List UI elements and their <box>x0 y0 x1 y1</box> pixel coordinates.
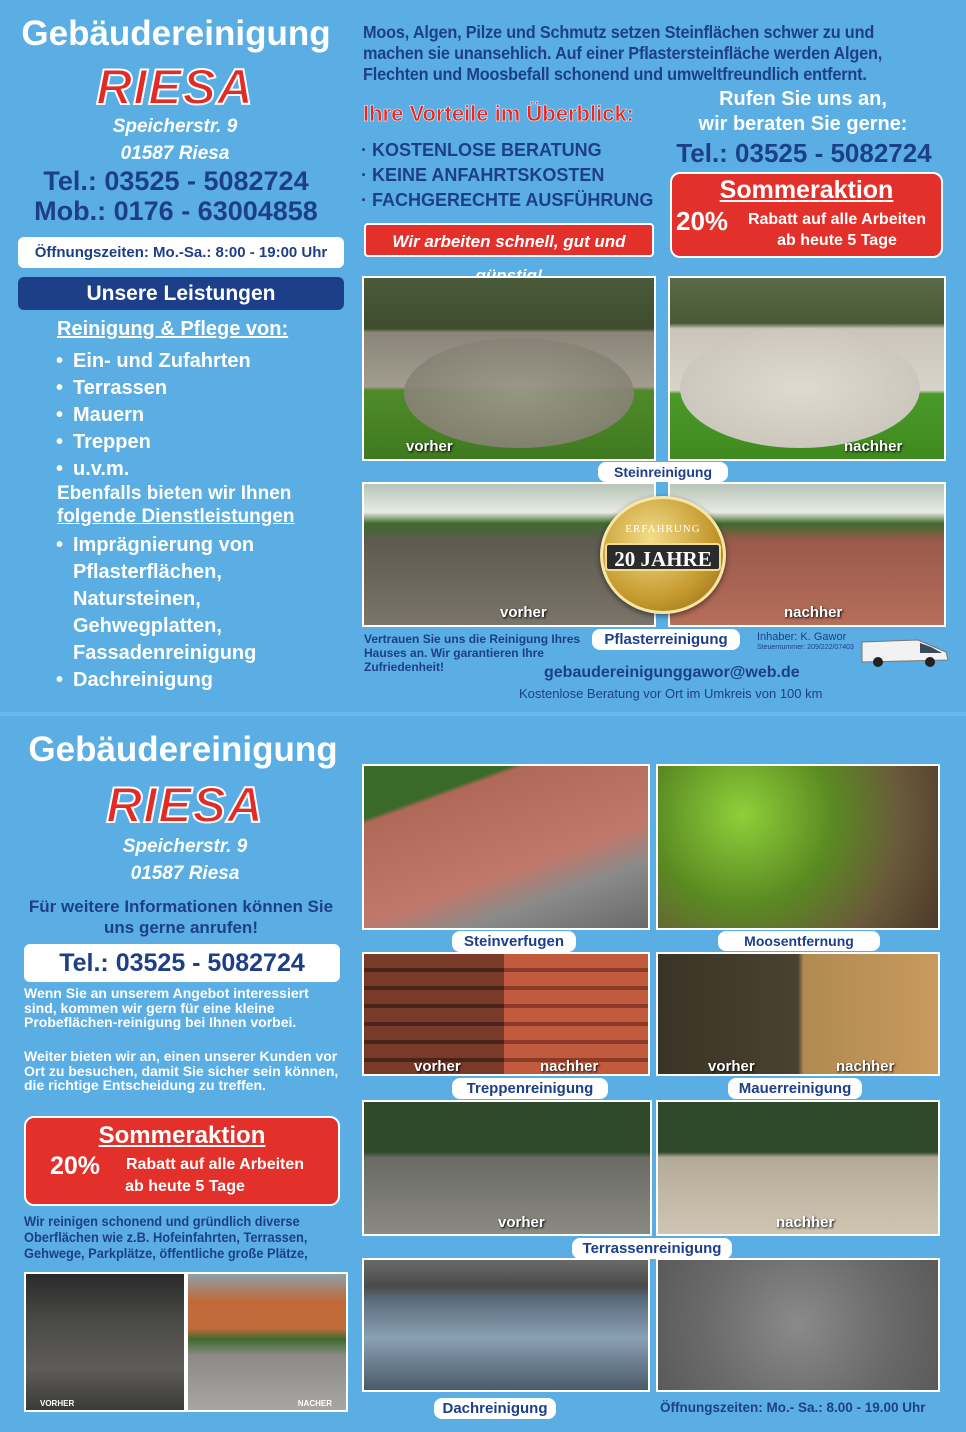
label-moss: Moosentfernung <box>718 931 880 951</box>
extra-list <box>56 532 256 694</box>
care-item: • Mauern <box>56 402 251 429</box>
promo-line1: Rabatt auf alle Arbeiten <box>747 211 927 228</box>
photo-wall <box>656 952 940 1076</box>
photo-roof <box>362 1258 650 1392</box>
care-item: • Treppen <box>56 429 251 456</box>
photo-terrace-before <box>362 1100 652 1236</box>
trust-text: Vertrauen Sie uns die Reinigung Ihres Hauses an. Wir garantieren Ihre Zufriedenheit! <box>364 632 581 674</box>
bottom-hours: Öffnungszeiten: Mo.- Sa.: 8.00 - 19.00 Uhr <box>660 1400 926 1415</box>
surfaces-text: Wir reinigen schonend und gründlich diverse Oberflächen wie z.B. Hofeinfahrten, Terrassen, Gehwege, Parkplätze, öffentliche große Plätze, <box>24 1214 308 1261</box>
bottom-tel: Tel.: 03525 - 5082724 <box>24 944 340 982</box>
call-line1: Rufen Sie uns an, <box>719 88 887 110</box>
label-roof: Dachreinigung <box>434 1398 556 1419</box>
care-title: Reinigung & Pflege von: <box>57 318 289 340</box>
label-wall: Mauerreinigung <box>728 1078 862 1099</box>
intro-text: Moos, Algen, Pilze und Schmutz setzen Steinflächen schwer zu und machen sie unansehlich. Auf einer Pflastersteinfläche werden Algen, Flechten und Moosbefall schonend und umweltfreundlich entfernt. <box>363 22 883 84</box>
label-joints: Steinverfugen <box>452 931 576 952</box>
offer-paragraph: Wenn Sie an unserem Angebot interessiert sind, kommen wir gern für eine kleine Probeflächen-reinigung bei Ihnen vorbei. <box>24 985 309 1030</box>
care-list <box>56 348 251 483</box>
call-line2: wir beraten Sie gerne: <box>698 113 908 135</box>
promo-title: Sommeraktion <box>98 1122 266 1149</box>
caption-before: vorher <box>500 604 547 621</box>
caption-before: vorher <box>406 438 453 455</box>
extra-item-roof: • Dachreinigung <box>56 667 256 694</box>
promo-percent: 20% <box>50 1152 101 1180</box>
services-title: Unsere Leistungen <box>18 277 344 310</box>
consult-text: Kostenlose Beratung vor Ort im Umkreis von 100 km <box>519 686 823 701</box>
advantage-item: · KEINE ANFAHRTSKOSTEN <box>361 165 605 185</box>
top-hours: Öffnungszeiten: Mo.-Sa.: 8:00 - 19:00 Uhr <box>18 237 344 268</box>
photo-stone-before <box>362 276 656 461</box>
caption-after: nachher <box>836 1058 895 1075</box>
bottom-heading: Gebäudereinigung <box>28 730 338 769</box>
top-tel: Tel.: 03525 - 5082724 <box>43 166 309 196</box>
caption-after: nachher <box>844 438 903 455</box>
advantage-item: · KOSTENLOSE BERATUNG <box>361 140 602 160</box>
info-text: Für weitere Informationen können Sie uns gerne anrufen! <box>28 897 334 937</box>
extra-line1: Ebenfalls bieten wir Ihnen <box>57 483 292 504</box>
care-item: • Terrassen <box>56 375 251 402</box>
photo-stone-joints <box>362 764 650 930</box>
advantages-list <box>361 138 653 213</box>
caption-before: vorher <box>498 1214 545 1231</box>
caption-after: nachher <box>540 1058 599 1075</box>
top-heading: Gebäudereinigung <box>21 14 331 53</box>
photo-moss <box>656 764 940 930</box>
top-zip-city: 01587 Riesa <box>120 143 230 164</box>
promo-line1: Rabatt auf alle Arbeiten <box>125 1156 305 1173</box>
promo-line2: ab heute 5 Tage <box>777 232 897 249</box>
label-stone-cleaning: Steinreinigung <box>598 462 728 482</box>
slogan: Wir arbeiten schnell, gut und <box>364 223 654 257</box>
visit-paragraph: Weiter bieten wir an, einen unserer Kunden vor Ort zu besuchen, damit Sie sicher sein können, die richtige Entscheidung zu treffen. <box>24 1048 339 1093</box>
extra-item-impregnation: • Imprägnierung von Pflasterflächen, Natursteinen, Gehwegplatten, Fassadenreinigung <box>56 532 256 667</box>
bottom-zip-city: 01587 Riesa <box>130 863 240 884</box>
caption-after: nachher <box>784 604 843 621</box>
promo-percent: 20% <box>676 206 729 236</box>
extra-line2: folgende Dienstleistungen <box>57 506 295 527</box>
photo-stone-after <box>668 276 946 461</box>
bottom-logo: RIESA <box>106 777 264 833</box>
caption-before: vorher <box>708 1058 755 1075</box>
care-item: • u.v.m. <box>56 456 251 483</box>
label-stairs: Treppenreinigung <box>452 1078 608 1099</box>
caption-small-before: VORHER <box>40 1399 75 1408</box>
bottom-street: Speicherstr. 9 <box>122 836 248 857</box>
promo-title: Sommeraktion <box>719 176 894 204</box>
label-terrace: Terrassenreinigung <box>572 1238 732 1259</box>
badge-top-text: ERFAHRUNG <box>625 523 701 535</box>
advantages-title: Ihre Vorteile im Überblick: <box>363 101 635 126</box>
top-logo: RIESA <box>96 59 254 115</box>
flyer-divider <box>0 712 966 716</box>
caption-after: nachher <box>776 1214 835 1231</box>
care-item: • Ein- und Zufahrten <box>56 348 251 375</box>
photo-terrace-after <box>656 1100 940 1236</box>
label-paving-cleaning: Pflasterreinigung <box>592 629 740 650</box>
photo-driveway-before <box>24 1272 186 1412</box>
photo-driveway-after <box>186 1272 348 1412</box>
photo-stairs <box>362 952 650 1076</box>
owner: Inhaber: K. Gawor <box>757 631 847 643</box>
top-mob: Mob.: 0176 - 63004858 <box>34 196 318 226</box>
caption-small-after: NACHER <box>297 1399 332 1408</box>
call-tel: Tel.: 03525 - 5082724 <box>676 138 932 168</box>
advantage-item: · FACHGERECHTE AUSFÜHRUNG <box>361 190 654 210</box>
email[interactable]: gebaudereinigunggawor@web.de <box>544 664 800 681</box>
caption-before: vorher <box>414 1058 461 1075</box>
van-icon <box>858 634 950 668</box>
badge-main-text: 20 JAHRE <box>605 543 721 571</box>
photo-cobblestone <box>656 1258 940 1392</box>
promo-box-top <box>670 172 943 258</box>
top-street: Speicherstr. 9 <box>112 116 238 137</box>
promo-box-bottom <box>24 1116 340 1206</box>
promo-line2: ab heute 5 Tage <box>125 1178 245 1195</box>
tax-number: Steuernummer: 209/222/07403 <box>757 644 854 651</box>
experience-badge <box>600 496 726 614</box>
